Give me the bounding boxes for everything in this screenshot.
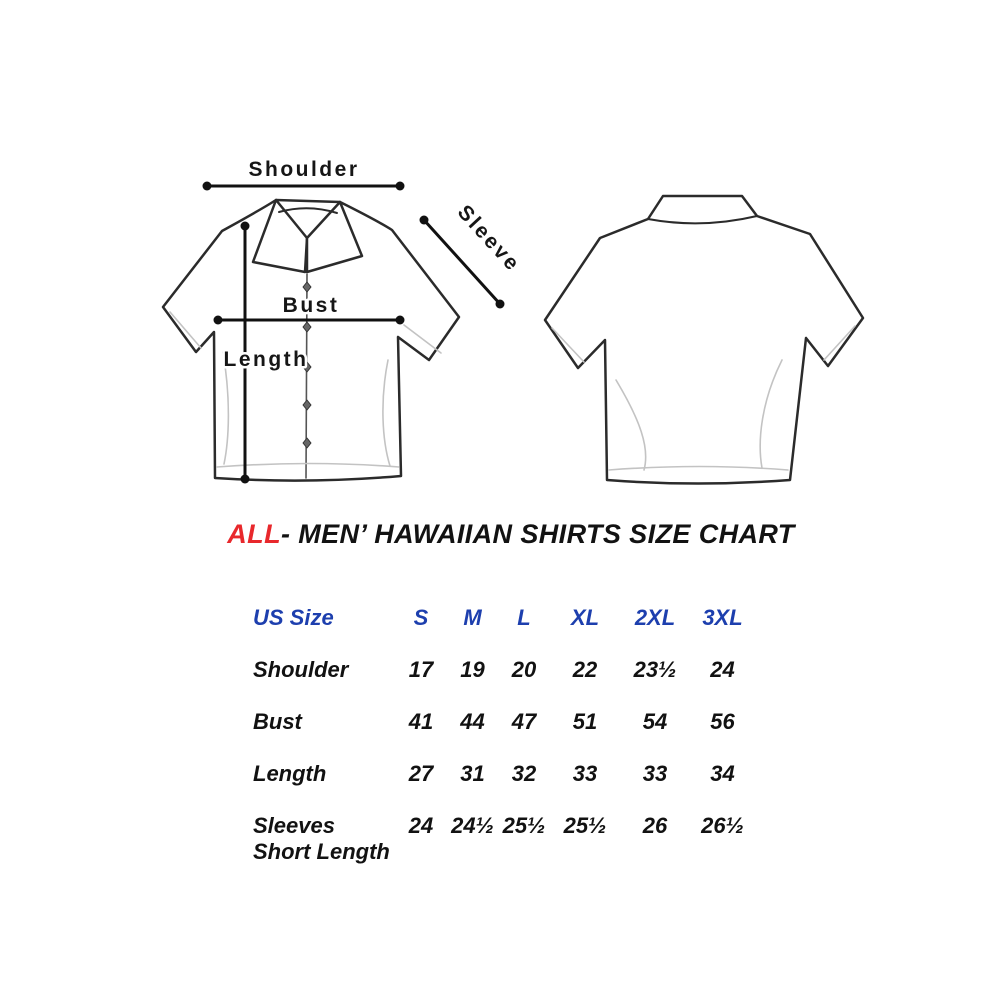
- table-row: [253, 652, 755, 704]
- value-cell: 41: [408, 709, 434, 734]
- value-cell: S: [413, 605, 429, 630]
- value-cell: 56: [710, 709, 735, 734]
- sleeve-measure-label: Sleeve: [452, 200, 525, 277]
- value-cell: 24½: [451, 813, 494, 838]
- value-cell: 22: [572, 657, 598, 682]
- value-cell: 31: [460, 761, 485, 786]
- table-header-row: [253, 600, 755, 652]
- value-cell: 33: [642, 761, 668, 786]
- row-label-cell: Sleeves Short Length: [253, 813, 390, 864]
- back-shirt-drawing: [545, 196, 863, 484]
- shoulder-measure-line: [203, 182, 405, 191]
- row-label-cell: Length: [253, 761, 327, 786]
- title-highlight: ALL: [227, 519, 281, 549]
- table-row: [253, 704, 755, 756]
- value-cell: 33: [572, 761, 598, 786]
- title-rest: - MEN’ HAWAIIAN SHIRTS SIZE CHART: [280, 519, 795, 549]
- length-measure-label: Length: [223, 348, 309, 371]
- value-cell: 32: [511, 761, 537, 786]
- value-cell: 54: [642, 709, 668, 734]
- value-cell: 44: [460, 709, 485, 734]
- value-cell: 47: [511, 709, 537, 734]
- value-cell: 17: [408, 657, 434, 682]
- value-cell: 26: [642, 813, 668, 838]
- value-cell: 26½: [701, 813, 744, 838]
- row-label-cell: Bust: [253, 709, 302, 734]
- value-cell: 23½: [633, 657, 677, 682]
- row-label-cell: US Size: [253, 605, 334, 630]
- value-cell: 19: [460, 657, 485, 682]
- value-cell: 2XL: [634, 605, 676, 630]
- page-title: [0, 519, 1000, 550]
- value-cell: 20: [511, 657, 537, 682]
- row-label-cell: Shoulder: [253, 657, 349, 682]
- value-cell: M: [463, 605, 482, 630]
- value-cell: 51: [572, 709, 598, 734]
- value-cell: XL: [570, 605, 600, 630]
- value-cell: 25½: [563, 813, 607, 838]
- value-cell: 24: [710, 657, 735, 682]
- value-cell: L: [517, 605, 531, 630]
- shoulder-measure-label: Shoulder: [248, 158, 360, 181]
- value-cell: 25½: [502, 813, 546, 838]
- front-shirt-drawing: [163, 200, 459, 481]
- value-cell: 3XL: [702, 605, 743, 630]
- value-cell: 34: [710, 761, 735, 786]
- value-cell: 24: [408, 813, 434, 838]
- size-table: [253, 600, 755, 865]
- bust-measure-label: Bust: [282, 294, 340, 317]
- value-cell: 27: [408, 761, 434, 786]
- table-row: [253, 808, 755, 865]
- table-row: [253, 756, 755, 808]
